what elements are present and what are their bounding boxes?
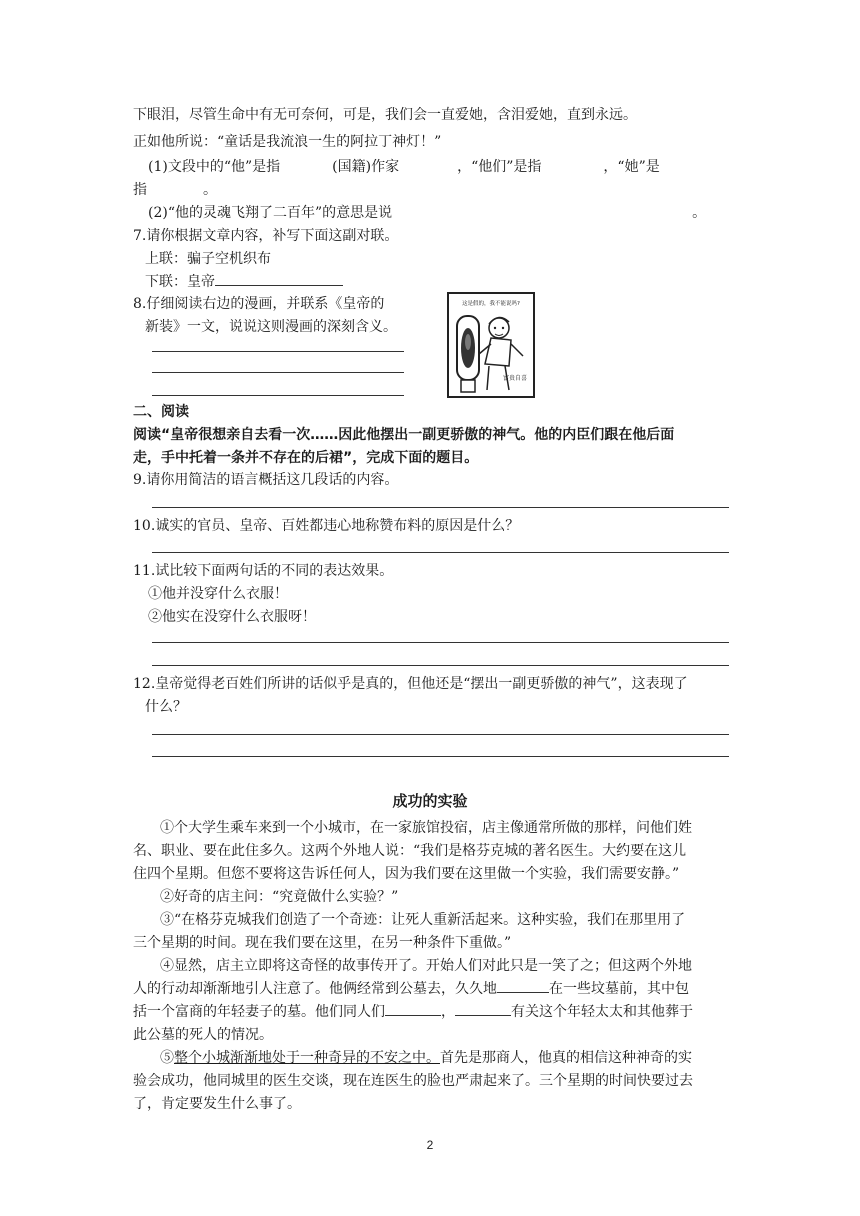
section-2-intro-2: 走，手中托着一条并不存在的后裙”，完成下面的题目。 bbox=[133, 450, 479, 466]
question-8-line-1: 8.仔细阅读右边的漫画，并联系《皇帝的 bbox=[133, 296, 385, 312]
q6-1-part-a: (1)文段中的“他”是指 bbox=[148, 159, 281, 175]
story-p2: ②好奇的店主问：“究竟做什么实验？” bbox=[160, 889, 399, 905]
story-p3-line-1: ③“在格芬克城我们创造了一个奇迹：让死人重新活起来。这种实验，我们在那里用了 bbox=[160, 912, 686, 928]
p4-blank-2[interactable] bbox=[385, 1001, 441, 1016]
section-2-heading: 二、阅读 bbox=[133, 404, 189, 420]
q6-1-part-f: 。 bbox=[203, 182, 217, 198]
q12-answer-line[interactable] bbox=[152, 756, 729, 757]
q6-1-part-c: ，“他们”是指 bbox=[457, 159, 542, 175]
q6-2-part-a: (2)“他的灵魂飞翔了二百年”的意思是说 bbox=[148, 205, 393, 221]
story-p4-line-1: ④显然，店主立即将这奇怪的故事传开了。开始人们对此只是一笑了之；但这两个外地 bbox=[160, 958, 692, 974]
q6-1-part-d: ，“她”是 bbox=[603, 159, 660, 175]
q10-answer-line[interactable] bbox=[152, 552, 729, 553]
question-10: 10.诚实的官员、皇帝、百姓都违心地称赞布料的原因是什么？ bbox=[133, 518, 520, 534]
question-11-stem: 11.试比较下面两句话的不同的表达效果。 bbox=[133, 563, 394, 579]
p4-line-3-b: ， bbox=[441, 1004, 455, 1020]
p4-blank-1[interactable] bbox=[497, 978, 549, 993]
question-6-1-cont bbox=[133, 179, 217, 201]
story-p1-line-3: 住四个星期。但您不要将这告诉任何人，因为我们要在这里做一个实验，我们需要安静。” bbox=[133, 866, 680, 882]
section-2-intro-1: 阅读“皇帝很想亲自去看一次……因此他摆出一副更骄傲的神气。他的内臣们跟在他后面 bbox=[133, 427, 675, 443]
story-p4-line-4: 此公墓的死人的情况。 bbox=[133, 1027, 273, 1043]
story-p4-line-2 bbox=[133, 978, 689, 1000]
question-6-2 bbox=[148, 202, 706, 224]
question-12-line-2: 什么？ bbox=[145, 699, 187, 715]
question-9: 9.请你用简洁的语言概括这几段话的内容。 bbox=[133, 472, 399, 488]
p4-line-3-a: 括一个富商的年轻妻子的墓。他们同人们 bbox=[133, 1004, 385, 1020]
p4-line-2-a: 人的行动却渐渐地引人注意了。他俩经常到公墓去，久久地 bbox=[133, 981, 497, 997]
story-p3-line-2: 三个星期的时间。现在我们要在这里，在另一种条件下重做。” bbox=[133, 935, 512, 951]
couplet-lower bbox=[145, 271, 343, 293]
story-p5-line-1 bbox=[160, 1047, 692, 1069]
q8-answer-line[interactable] bbox=[152, 372, 404, 373]
cartoon-image bbox=[447, 292, 535, 398]
p4-blank-3[interactable] bbox=[455, 1001, 511, 1016]
p4-line-3-c: 有关这个年轻太太和其他葬于 bbox=[511, 1004, 693, 1020]
couplet-lower-label: 下联：皇帝 bbox=[145, 274, 215, 290]
story-p1-line-2: 名、职业、要在此住多久。这两个外地人说：“我们是格芬克城的著名医生。大约要在这儿 bbox=[133, 843, 687, 859]
q6-1-part-e: 指 bbox=[133, 182, 147, 198]
cartoon-label-text: 富贵自喜 bbox=[502, 375, 528, 382]
couplet-answer-blank[interactable] bbox=[215, 271, 343, 286]
q8-answer-line[interactable] bbox=[152, 395, 404, 396]
continuation-line-2: 正如他所说：“童话是我流浪一生的阿拉丁神灯！” bbox=[133, 134, 442, 150]
cartoon-caption-text: 这是假的，我不能说吗? bbox=[462, 301, 520, 307]
question-6-1 bbox=[148, 156, 660, 178]
q12-answer-line[interactable] bbox=[152, 734, 729, 735]
p5-marker: ⑤ bbox=[160, 1050, 174, 1066]
q6-2-part-b: 。 bbox=[692, 205, 707, 221]
story-p4-line-3 bbox=[133, 1001, 693, 1023]
p5-underlined-sentence: 整个小城渐渐地处于一种奇异的不安之中。 bbox=[174, 1050, 440, 1066]
sentence-1: ①他并没穿什么衣服！ bbox=[148, 586, 288, 602]
story-p5-line-3: 了，肯定要发生什么事了。 bbox=[133, 1096, 301, 1112]
cartoon-drawing bbox=[449, 294, 533, 396]
question-12-line-1: 12.皇帝觉得老百姓们所讲的话似乎是真的，但他还是“摆出一副更骄傲的神气”，这表现了 bbox=[133, 676, 688, 692]
couplet-upper: 上联：骗子空机织布 bbox=[145, 251, 271, 267]
continuation-line-1: 下眼泪，尽管生命中有无可奈何，可是，我们会一直爱她，含泪爱她，直到永远。 bbox=[133, 107, 637, 123]
story-p1-line-1: ①个大学生乘车来到一个小城市，在一家旅馆投宿，店主像通常所做的那样，问他们姓 bbox=[160, 820, 692, 836]
question-7-stem: 7.请你根据文章内容，补写下面这副对联。 bbox=[133, 228, 399, 244]
p5-line-1-rest: 首先是那商人，他真的相信这种神奇的实 bbox=[440, 1050, 692, 1066]
p4-line-2-b: 在一些坟墓前，其中包 bbox=[549, 981, 689, 997]
q9-answer-line[interactable] bbox=[152, 507, 729, 508]
q8-answer-line[interactable] bbox=[152, 351, 404, 352]
q11-answer-line[interactable] bbox=[152, 665, 729, 666]
page-number: 2 bbox=[426, 1138, 434, 1152]
story-title: 成功的实验 bbox=[392, 792, 468, 810]
story-p5-line-2: 验会成功，他同城里的医生交谈，现在连医生的脸也严肃起来了。三个星期的时间快要过去 bbox=[133, 1073, 693, 1089]
q6-1-part-b: (国籍)作家 bbox=[332, 159, 400, 175]
question-8-line-2: 新装》一文，说说这则漫画的深刻含义。 bbox=[145, 319, 397, 335]
q11-answer-line[interactable] bbox=[152, 642, 729, 643]
sentence-2: ②他实在没穿什么衣服呀！ bbox=[148, 609, 316, 625]
